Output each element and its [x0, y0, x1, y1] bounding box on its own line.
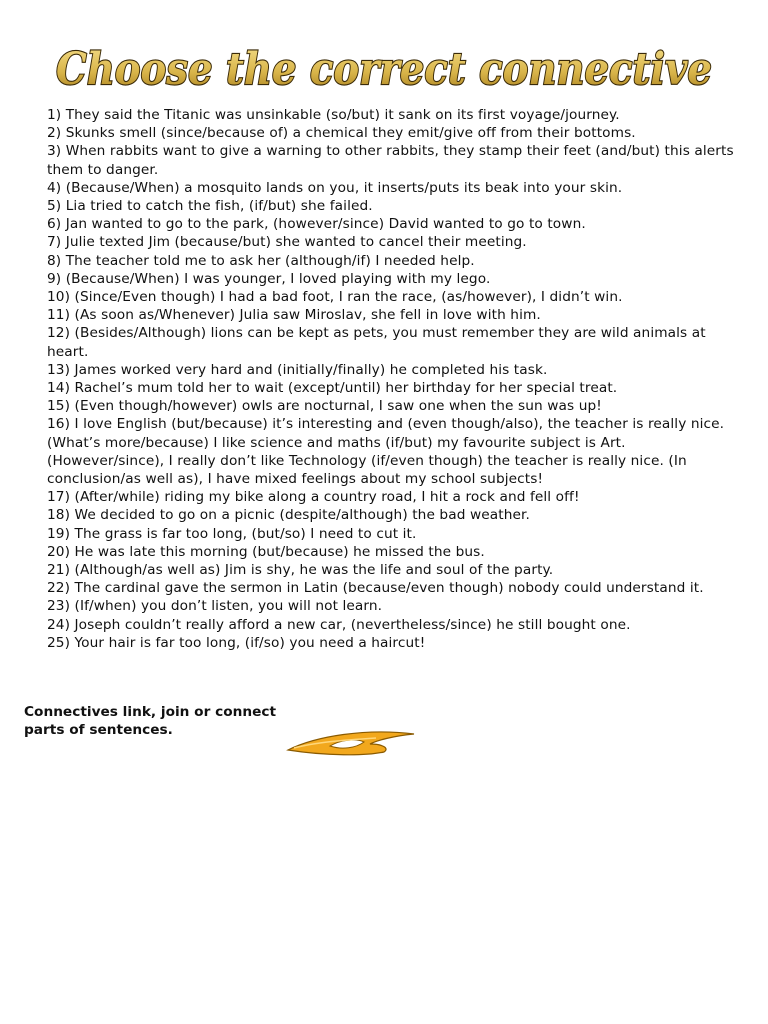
- question-list: [47, 106, 737, 652]
- question-item: 13) James worked very hard and (initially/finally) he completed his task.: [47, 361, 548, 378]
- question-item: 6) Jan wanted to go to the park, (however/since) David wanted to go to town.: [47, 216, 586, 233]
- page-title-art: [50, 40, 718, 100]
- question-item: 7) Julie texted Jim (because/but) she wanted to cancel their meeting.: [47, 234, 527, 251]
- question-item: 23) (If/when) you don’t listen, you will not learn.: [47, 598, 383, 615]
- question-item: 21) (Although/as well as) Jim is shy, he was the life and soul of the party.: [47, 562, 554, 579]
- page-title-text: Choose the correct connective: [56, 44, 712, 95]
- question-item: 3) When rabbits want to give a warning to other rabbits, they stamp their feet (and/but) this alerts them to danger.: [47, 143, 734, 178]
- question-item: 24) Joseph couldn’t really afford a new car, (nevertheless/since) he still bought one.: [47, 616, 631, 633]
- question-item: 8) The teacher told me to ask her (although/if) I needed help.: [47, 252, 475, 269]
- question-item: 25) Your hair is far too long, (if/so) you need a haircut!: [47, 634, 426, 651]
- question-item: 18) We decided to go on a picnic (despite/although) the bad weather.: [47, 507, 530, 524]
- swoosh-decoration-icon: [286, 726, 418, 758]
- connectives-note: Connectives link, join or connect parts of sentences.: [24, 704, 277, 738]
- question-item: 11) (As soon as/Whenever) Julia saw Miroslav, she fell in love with him.: [47, 307, 541, 324]
- question-item: 2) Skunks smell (since/because of) a chemical they emit/give off from their bottoms.: [47, 125, 636, 142]
- question-item: 20) He was late this morning (but/because) he missed the bus.: [47, 543, 485, 560]
- question-item: 19) The grass is far too long, (but/so) I need to cut it.: [47, 525, 417, 542]
- question-item: 9) (Because/When) I was younger, I loved playing with my lego.: [47, 270, 491, 287]
- question-item: 1) They said the Titanic was unsinkable (so/but) it sank on its first voyage/journey.: [47, 107, 620, 123]
- question-item: 4) (Because/When) a mosquito lands on you, it inserts/puts its beak into your skin.: [47, 179, 623, 196]
- question-item: 15) (Even though/however) owls are nocturnal, I saw one when the sun was up!: [47, 398, 602, 415]
- question-item: 10) (Since/Even though) I had a bad foot, I ran the race, (as/however), I didn’t win.: [47, 289, 623, 306]
- question-item: 16) I love English (but/because) it’s interesting and (even though/also), the teacher is really nice. (What’s more/because) I like science and maths (if/but) my favourite subject is Art. (However/since), I really don’t like Technology (if/even though) the teacher is really nice. (In conclusion/as well as), I have mixed feelings about my school subjects!: [47, 416, 725, 488]
- question-item: 22) The cardinal gave the sermon in Latin (because/even though) nobody could understand it.: [47, 580, 704, 597]
- question-item: 5) Lia tried to catch the fish, (if/but) she failed.: [47, 198, 373, 215]
- page-title: [50, 40, 718, 100]
- question-item: 12) (Besides/Although) lions can be kept as pets, you must remember they are wild animals at heart.: [47, 325, 706, 360]
- question-item: 14) Rachel’s mum told her to wait (except/until) her birthday for her special treat.: [47, 380, 618, 397]
- question-item: 17) (After/while) riding my bike along a country road, I hit a rock and fell off!: [47, 489, 580, 506]
